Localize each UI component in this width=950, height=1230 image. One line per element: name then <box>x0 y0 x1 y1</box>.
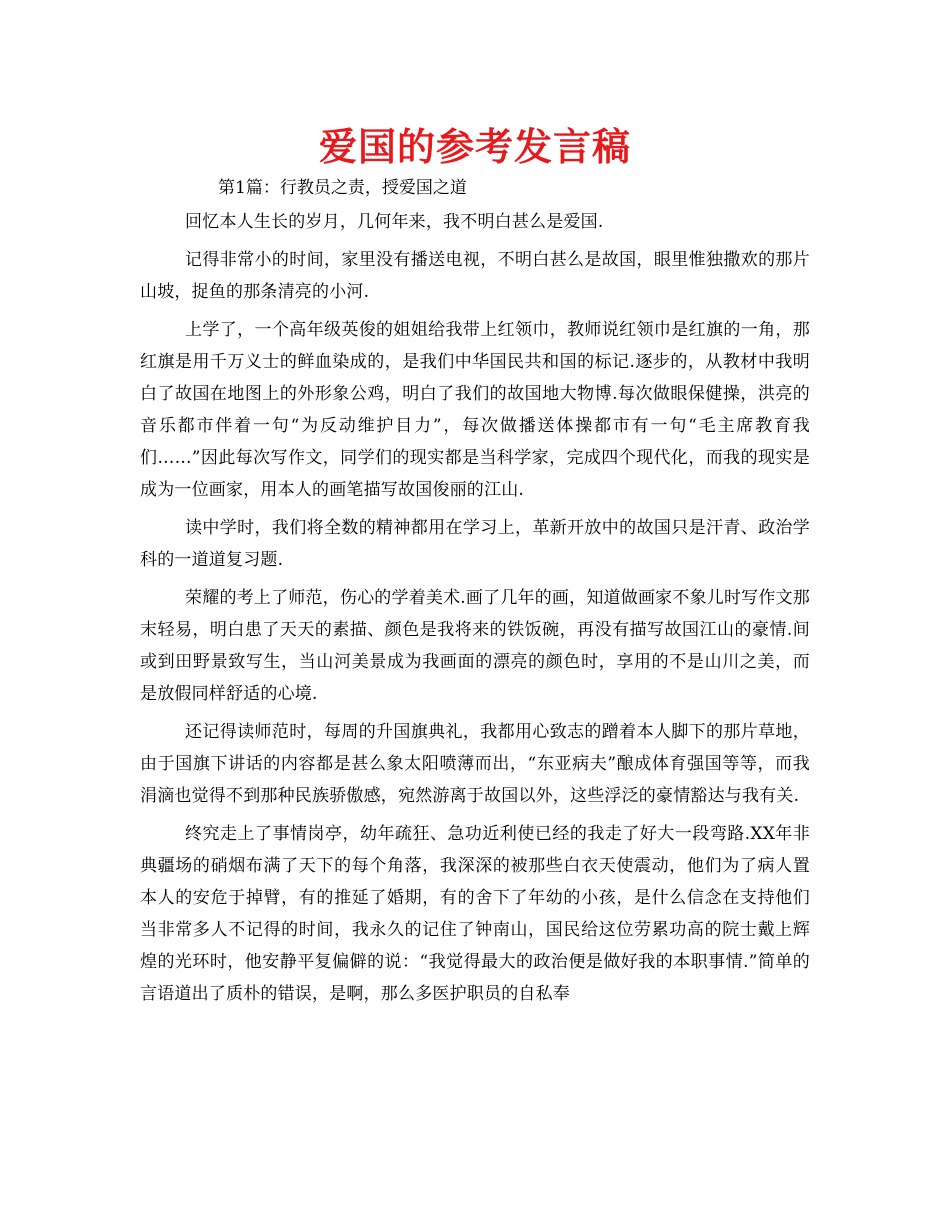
paragraph: 上学了，一个高年级英俊的姐姐给我带上红领巾，教师说红领巾是红旗的一角，那红旗是用千万义士的鲜血染成的，是我们中华国民共和国的标记.逐步的，从教材中我明白了故国在地图上的外形象公鸡，明白了我们的故国地大物博.每次做眼保健操，洪亮的音乐都市伴着一句“为反动维护目力”，每次做播送体操都市有一句“毛主席教育我们……”因此每次写作文，同学们的现实都是当科学家，完成四个现代化，而我的现实是成为一位画家，用本人的画笔描写故国俊丽的江山. <box>140 320 810 500</box>
paragraph: 读中学时，我们将全数的精神都用在学习上，革新开放中的故国只是汗青、政治学科的一道道复习题. <box>140 518 810 570</box>
paragraph: 终究走上了事情岗亭，幼年疏狂、急功近利使已经的我走了好大一段弯路.XX年非典疆场的硝烟布满了天下的每个角落，我深深的被那些白衣天使震动，他们为了病人置本人的安危于掉臂，有的推延了婚期，有的舍下了年幼的小孩，是什么信念在支持他们当非常多人不记得的时间，我永久的记住了钟南山，国民给这位劳累功高的院士戴上辉煌的光环时，他安静平复偏僻的说：“我觉得最大的政治便是做好我的本职事情.”简单的言语道出了质朴的错误，是啊，那么多医护职员的自私奉 <box>140 824 810 1004</box>
paragraph: 记得非常小的时间，家里没有播送电视，不明白甚么是故国，眼里惟独撒欢的那片山坡，捉鱼的那条清亮的小河. <box>140 250 810 302</box>
paragraph: 荣耀的考上了师范，伤心的学着美术.画了几年的画，知道做画家不象儿时写作文那末轻易，明白患了天天的素描、颜色是我将来的铁饭碗，再没有描写故国江山的豪情.间或到田野景致写生，当山河美景成为我画面的漂亮的颜色时，享用的不是山川之美，而是放假同样舒适的心境. <box>140 588 810 704</box>
section-heading: 第1篇：行教员之责，授爱国之道 <box>218 178 467 198</box>
document-title: 爱国的参考发言稿 <box>318 125 631 169</box>
paragraph: 还记得读师范时，每周的升国旗典礼，我都用心致志的蹭着本人脚下的那片草地，由于国旗下讲话的内容都是甚么象太阳喷薄而出，“东亚病夫”酿成体育强国等等，而我涓滴也觉得不到那种民族骄傲感，宛然游离于故国以外，这些浮泛的豪情豁达与我有关. <box>140 722 810 806</box>
paragraph: 回忆本人生长的岁月，几何年来，我不明白甚么是爱国. <box>185 212 604 232</box>
